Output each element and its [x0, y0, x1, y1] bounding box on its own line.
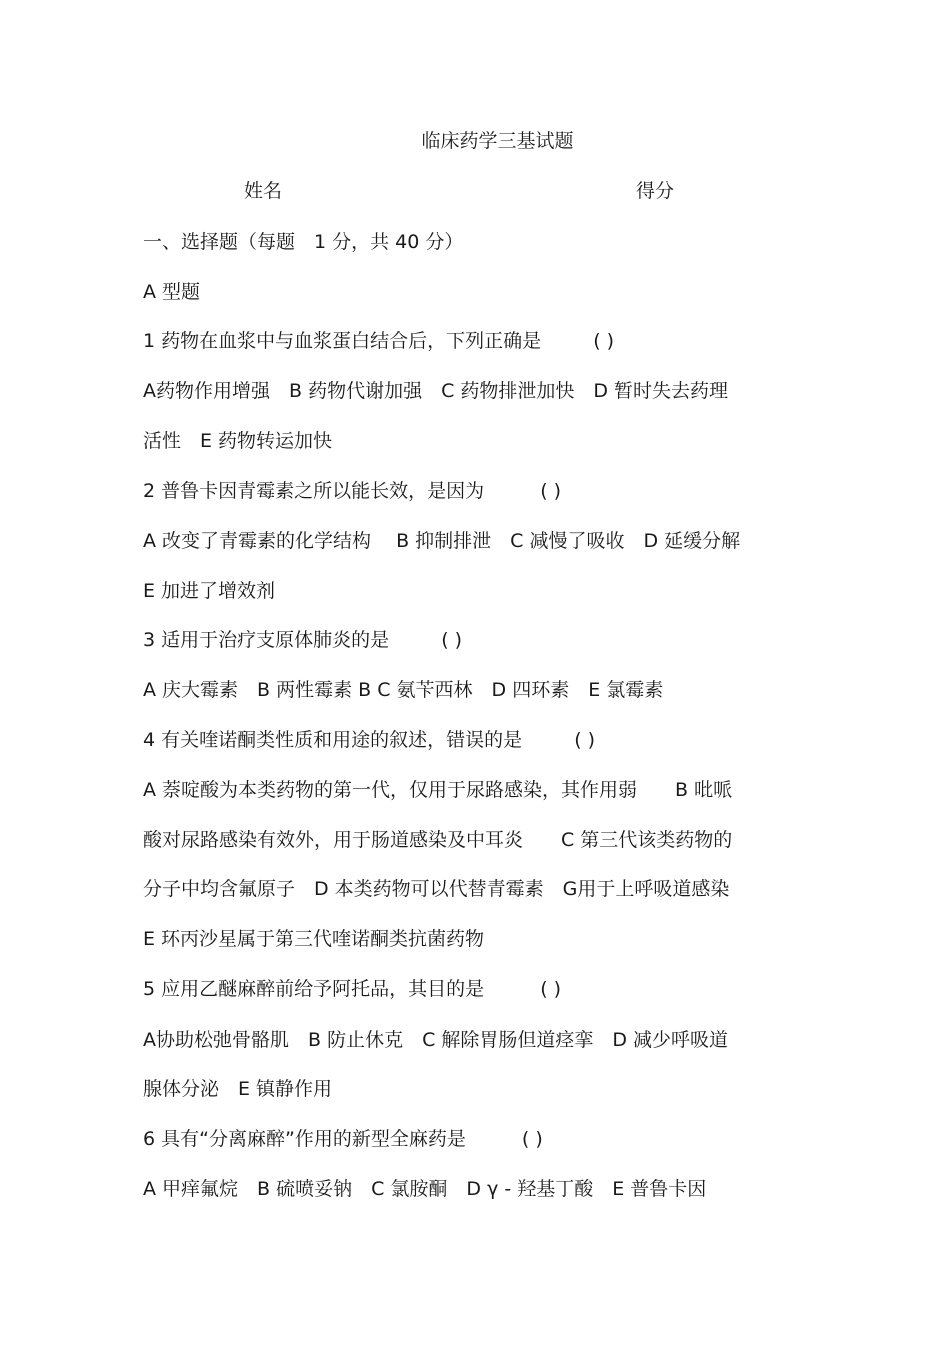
question-1-stem: 1 药物在血浆中与血浆蛋白结合后，下列正确是: [143, 330, 542, 352]
question-4-stem-line: [143, 727, 823, 753]
question-3-answer-blank: ( ): [441, 629, 463, 651]
question-3-options-line-1: A 庆大霉素 B 两性霉素 B C 氨苄西林 D 四环素 E 氯霉素: [143, 679, 664, 701]
question-2-options-line-2: E 加进了增效剂: [143, 580, 276, 602]
question-5-options-line-2: 腺体分泌 E 镇静作用: [143, 1078, 333, 1100]
question-6-stem: 6 具有“分离麻醉”作用的新型全麻药是: [143, 1128, 466, 1150]
score-label: 得分: [636, 180, 675, 202]
question-2-stem: 2 普鲁卡因青霉素之所以能长效，是因为: [143, 480, 485, 502]
question-1-answer-blank: ( ): [593, 330, 615, 352]
question-4-stem: 4 有关喹诺酮类性质和用途的叙述，错误的是: [143, 729, 523, 751]
question-3-stem: 3 适用于治疗支原体肺炎的是: [143, 629, 390, 651]
question-2-answer-blank: ( ): [540, 480, 562, 502]
question-1-options-line-1: A药物作用增强 B 药物代谢加强 C 药物排泄加快 D 暂时失去药理: [143, 380, 729, 402]
question-5-answer-blank: ( ): [540, 978, 562, 1000]
question-1-stem-line: [143, 328, 823, 354]
document-title: 临床药学三基试题: [421, 130, 574, 152]
question-3-stem-line: [143, 627, 823, 653]
question-6-options-line-1: A 甲痒氟烷 B 硫喷妥钠 C 氯胺酮 D γ - 羟基丁酸 E 普鲁卡因: [143, 1178, 707, 1200]
question-4-options-line-2: 酸对尿路感染有效外，用于肠道感染及中耳炎 C 第三代该类药物的: [143, 829, 733, 851]
question-2-options-line-1: A 改变了青霉素的化学结构 B 抑制排泄 C 减慢了吸收 D 延缓分解: [143, 530, 741, 552]
question-4-options-line-4: E 环丙沙星属于第三代喹诺酮类抗菌药物: [143, 928, 485, 950]
question-4-answer-blank: ( ): [574, 729, 596, 751]
question-5-stem: 5 应用乙醚麻醉前给予阿托品，其目的是: [143, 978, 485, 1000]
question-4-options-line-3: 分子中均含氟原子 D 本类药物可以代替青霉素 G用于上呼吸道感染: [143, 878, 730, 900]
question-5-options-line-1: A协助松弛骨骼肌 B 防止休克 C 解除胃肠但道痉挛 D 减少呼吸道: [143, 1029, 729, 1051]
question-4-options-line-1: A 萘啶酸为本类药物的第一代，仅用于尿路感染，其作用弱 B 吡哌: [143, 779, 733, 801]
question-6-stem-line: [143, 1126, 823, 1152]
question-1-options-line-2: 活性 E 药物转运加快: [143, 430, 333, 452]
question-type-label: A 型题: [143, 281, 201, 303]
section-heading: 一、选择题（每题 1 分，共 40 分）: [143, 231, 464, 253]
question-2-stem-line: [143, 478, 823, 504]
name-label: 姓名: [244, 180, 283, 202]
question-5-stem-line: [143, 976, 823, 1002]
question-6-answer-blank: ( ): [521, 1128, 543, 1150]
